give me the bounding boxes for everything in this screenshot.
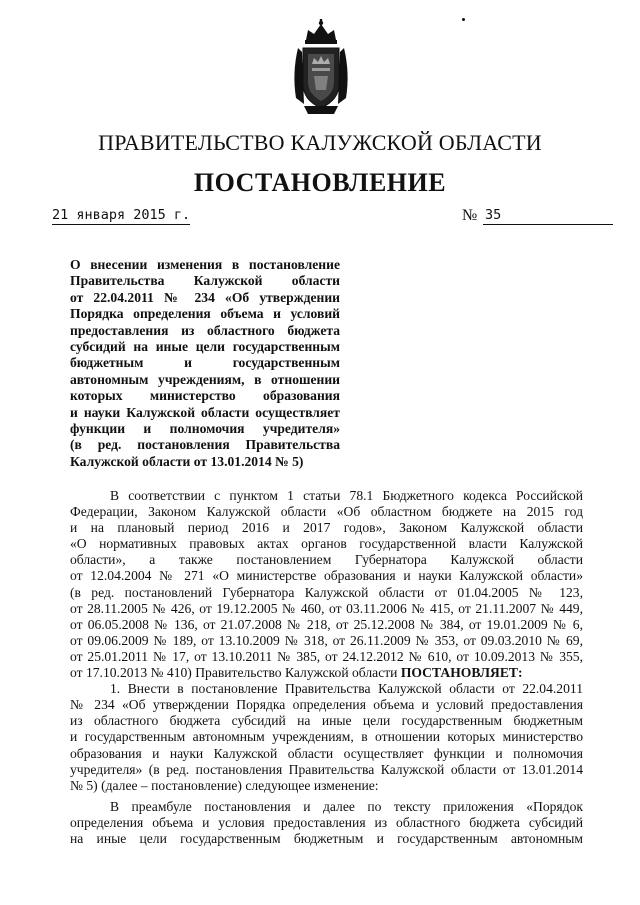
document-body (70, 488, 583, 847)
subject-line: и науки Калужской области осуществляет (70, 404, 340, 420)
resolves-word: ПОСТАНОВЛЯЕТ: (400, 665, 523, 681)
subject-line: автономным учреждениям, в отношении (70, 371, 340, 387)
body-line: от 06.05.2008 № 136, от 21.07.2008 № 218, от 25.12.2008 № 384, от 19.01.2009 № 6, (70, 616, 583, 632)
body-line: В преамбуле постановления и далее по тексту приложения «Порядок (110, 798, 583, 814)
body-line: и государственным автономным учреждениям, в отношении которых министерство (70, 729, 583, 745)
subject-line: О внесении изменения в постановление (70, 257, 340, 272)
subject-line: которых министерство образования (70, 388, 340, 404)
body-line: В соответствии с пунктом 1 статьи 78.1 Бюджетного кодекса Российской (110, 488, 583, 503)
body-line: определения объема и условия предоставления из областного бюджета субсидий (70, 814, 583, 830)
body-line: на иные цели государственным бюджетным и государственным автономным (70, 830, 583, 846)
subject-line: предоставления из областного бюджета (70, 322, 340, 338)
coat-of-arms-emblem (290, 18, 352, 118)
body-line: Федерации, Законом Калужской области «Об областном бюджете на 2015 год (70, 504, 583, 520)
body-line: № 234 «Об утверждении Порядка определения объема и условий предоставления (70, 697, 583, 713)
document-type: ПОСТАНОВЛЕНИЕ (193, 168, 447, 197)
subject-line: субсидий на иные цели государственным (70, 338, 340, 354)
body-line: области», а также постановлением Губернатора Калужской области (70, 552, 583, 568)
body-line: от 12.04.2004 № 271 «О министерстве образования и науки Калужской области» (70, 568, 583, 584)
subject-line: функции и полномочия учредителя» (70, 420, 340, 436)
body-line: № 5) (далее – постановление) следующее изменение: (70, 777, 379, 793)
body-line: и на плановый период 2016 и 2017 годов», Законом Калужской области (70, 520, 583, 536)
body-line: 1. Внести в постановление Правительства Калужской области от 22.04.2011 (110, 681, 583, 697)
subject-line: Правительства Калужской области (70, 273, 340, 289)
body-line: образования и науки Калужской области осуществляет функции и полномочия (70, 745, 583, 761)
government-title: ПРАВИТЕЛЬСТВО КАЛУЖСКОЙ ОБЛАСТИ (98, 130, 542, 155)
body-line: учредителя» (в ред. постановления Правительства Калужской области от 13.01.2014 (70, 761, 583, 777)
body-line: (в ред. постановлений Губернатора Калужской области от 01.04.2005 № 123, (70, 584, 583, 600)
subject-line: от 22.04.2011 № 234 «Об утверждении (70, 289, 340, 305)
document-number: 35 (483, 206, 613, 225)
subject-line: (в ред. постановления Правительства (70, 437, 340, 453)
document-subject (70, 257, 340, 470)
number-label: № (462, 207, 478, 224)
body-line: от 25.01.2011 № 17, от 13.10.2011 № 385, от 24.12.2012 № 610, от 10.09.2013 № 355, (70, 648, 583, 664)
body-line: от 09.06.2009 № 189, от 13.10.2009 № 318, от 26.11.2009 № 353, от 09.03.2010 № 69, (70, 632, 583, 648)
body-line: из областного бюджета субсидий на иные цели государственным бюджетным (70, 713, 583, 729)
resolution-text: от 17.10.2013 № 410) Правительство Калужской области (70, 665, 401, 681)
document-date: 21 января 2015 г. (52, 207, 191, 223)
body-line: от 28.11.2005 № 426, от 19.12.2005 № 460, от 03.11.2006 № 415, от 21.11.2007 № 449, (70, 600, 583, 616)
subject-line: Порядка определения объема и условий (70, 306, 340, 322)
body-line: «О нормативных правовых актах органов государственной власти Калужской (70, 536, 583, 552)
body-line (70, 665, 583, 681)
ink-dot (462, 18, 465, 21)
subject-line: бюджетным и государственным (70, 355, 340, 371)
subject-line: Калужской области от 13.01.2014 № 5) (70, 453, 304, 469)
